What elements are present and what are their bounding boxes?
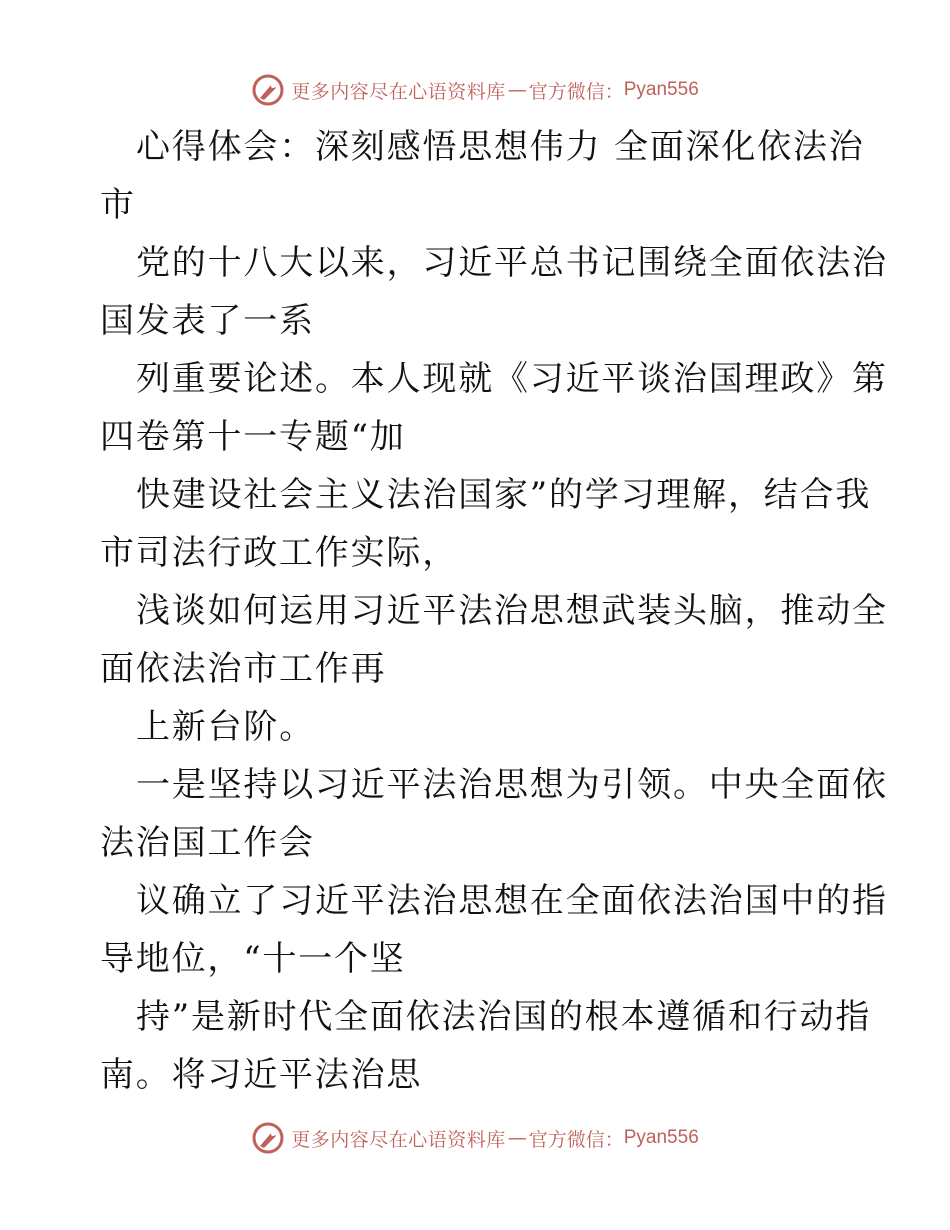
text-line: 一是坚持以习近平法治思想为引领。中央全面依 [136, 765, 888, 805]
text-line: 法治国工作会 [100, 823, 315, 863]
text-line: 党的十八大以来，习近平总书记围绕全面依法治 [136, 243, 888, 283]
text-line: 持”是新时代全面依法治国的根本遵循和行动指 [136, 997, 872, 1037]
text-line: 市司法行政工作实际， [100, 533, 458, 573]
text-line: 议确立了习近平法治思想在全面依法治国中的指 [136, 881, 888, 921]
text-line: 国发表了一系 [100, 301, 315, 341]
text-line: 浅谈如何运用习近平法治思想武装头脑，推动全 [136, 591, 888, 631]
pen-nib-logo-icon [251, 73, 285, 107]
text-line: 列重要论述。本人现就《习近平谈治国理政》第 [136, 359, 888, 399]
text-line: 市 [100, 185, 136, 225]
watermark-banner-top [0, 70, 950, 110]
watermark-separator: — [507, 1127, 527, 1149]
text-line: 面依法治市工作再 [100, 649, 387, 689]
watermark-label: 官方微信： [528, 1128, 624, 1151]
document-body [100, 118, 888, 1104]
text-line: 快建设社会主义法治国家”的学习理解，结合我 [136, 475, 872, 515]
pen-nib-logo-icon [251, 1121, 285, 1155]
watermark-separator: — [507, 79, 527, 101]
watermark-wechat-id: Pyan556 [623, 1127, 699, 1148]
watermark-text: 更多内容尽在心语资料库 [291, 1128, 506, 1151]
text-line: 四卷第十一专题“加 [100, 417, 406, 457]
text-line: 导地位，“十一个坚 [100, 939, 406, 979]
watermark-label: 官方微信： [528, 80, 624, 103]
watermark-text: 更多内容尽在心语资料库 [291, 80, 506, 103]
text-line: 心得体会：深刻感悟思想伟力 全面深化依法治 [136, 127, 865, 167]
watermark-wechat-id: Pyan556 [623, 79, 699, 100]
watermark-banner-bottom [0, 1118, 950, 1158]
text-line: 上新台阶。 [136, 707, 315, 747]
text-line: 南。将习近平法治思 [100, 1055, 423, 1095]
